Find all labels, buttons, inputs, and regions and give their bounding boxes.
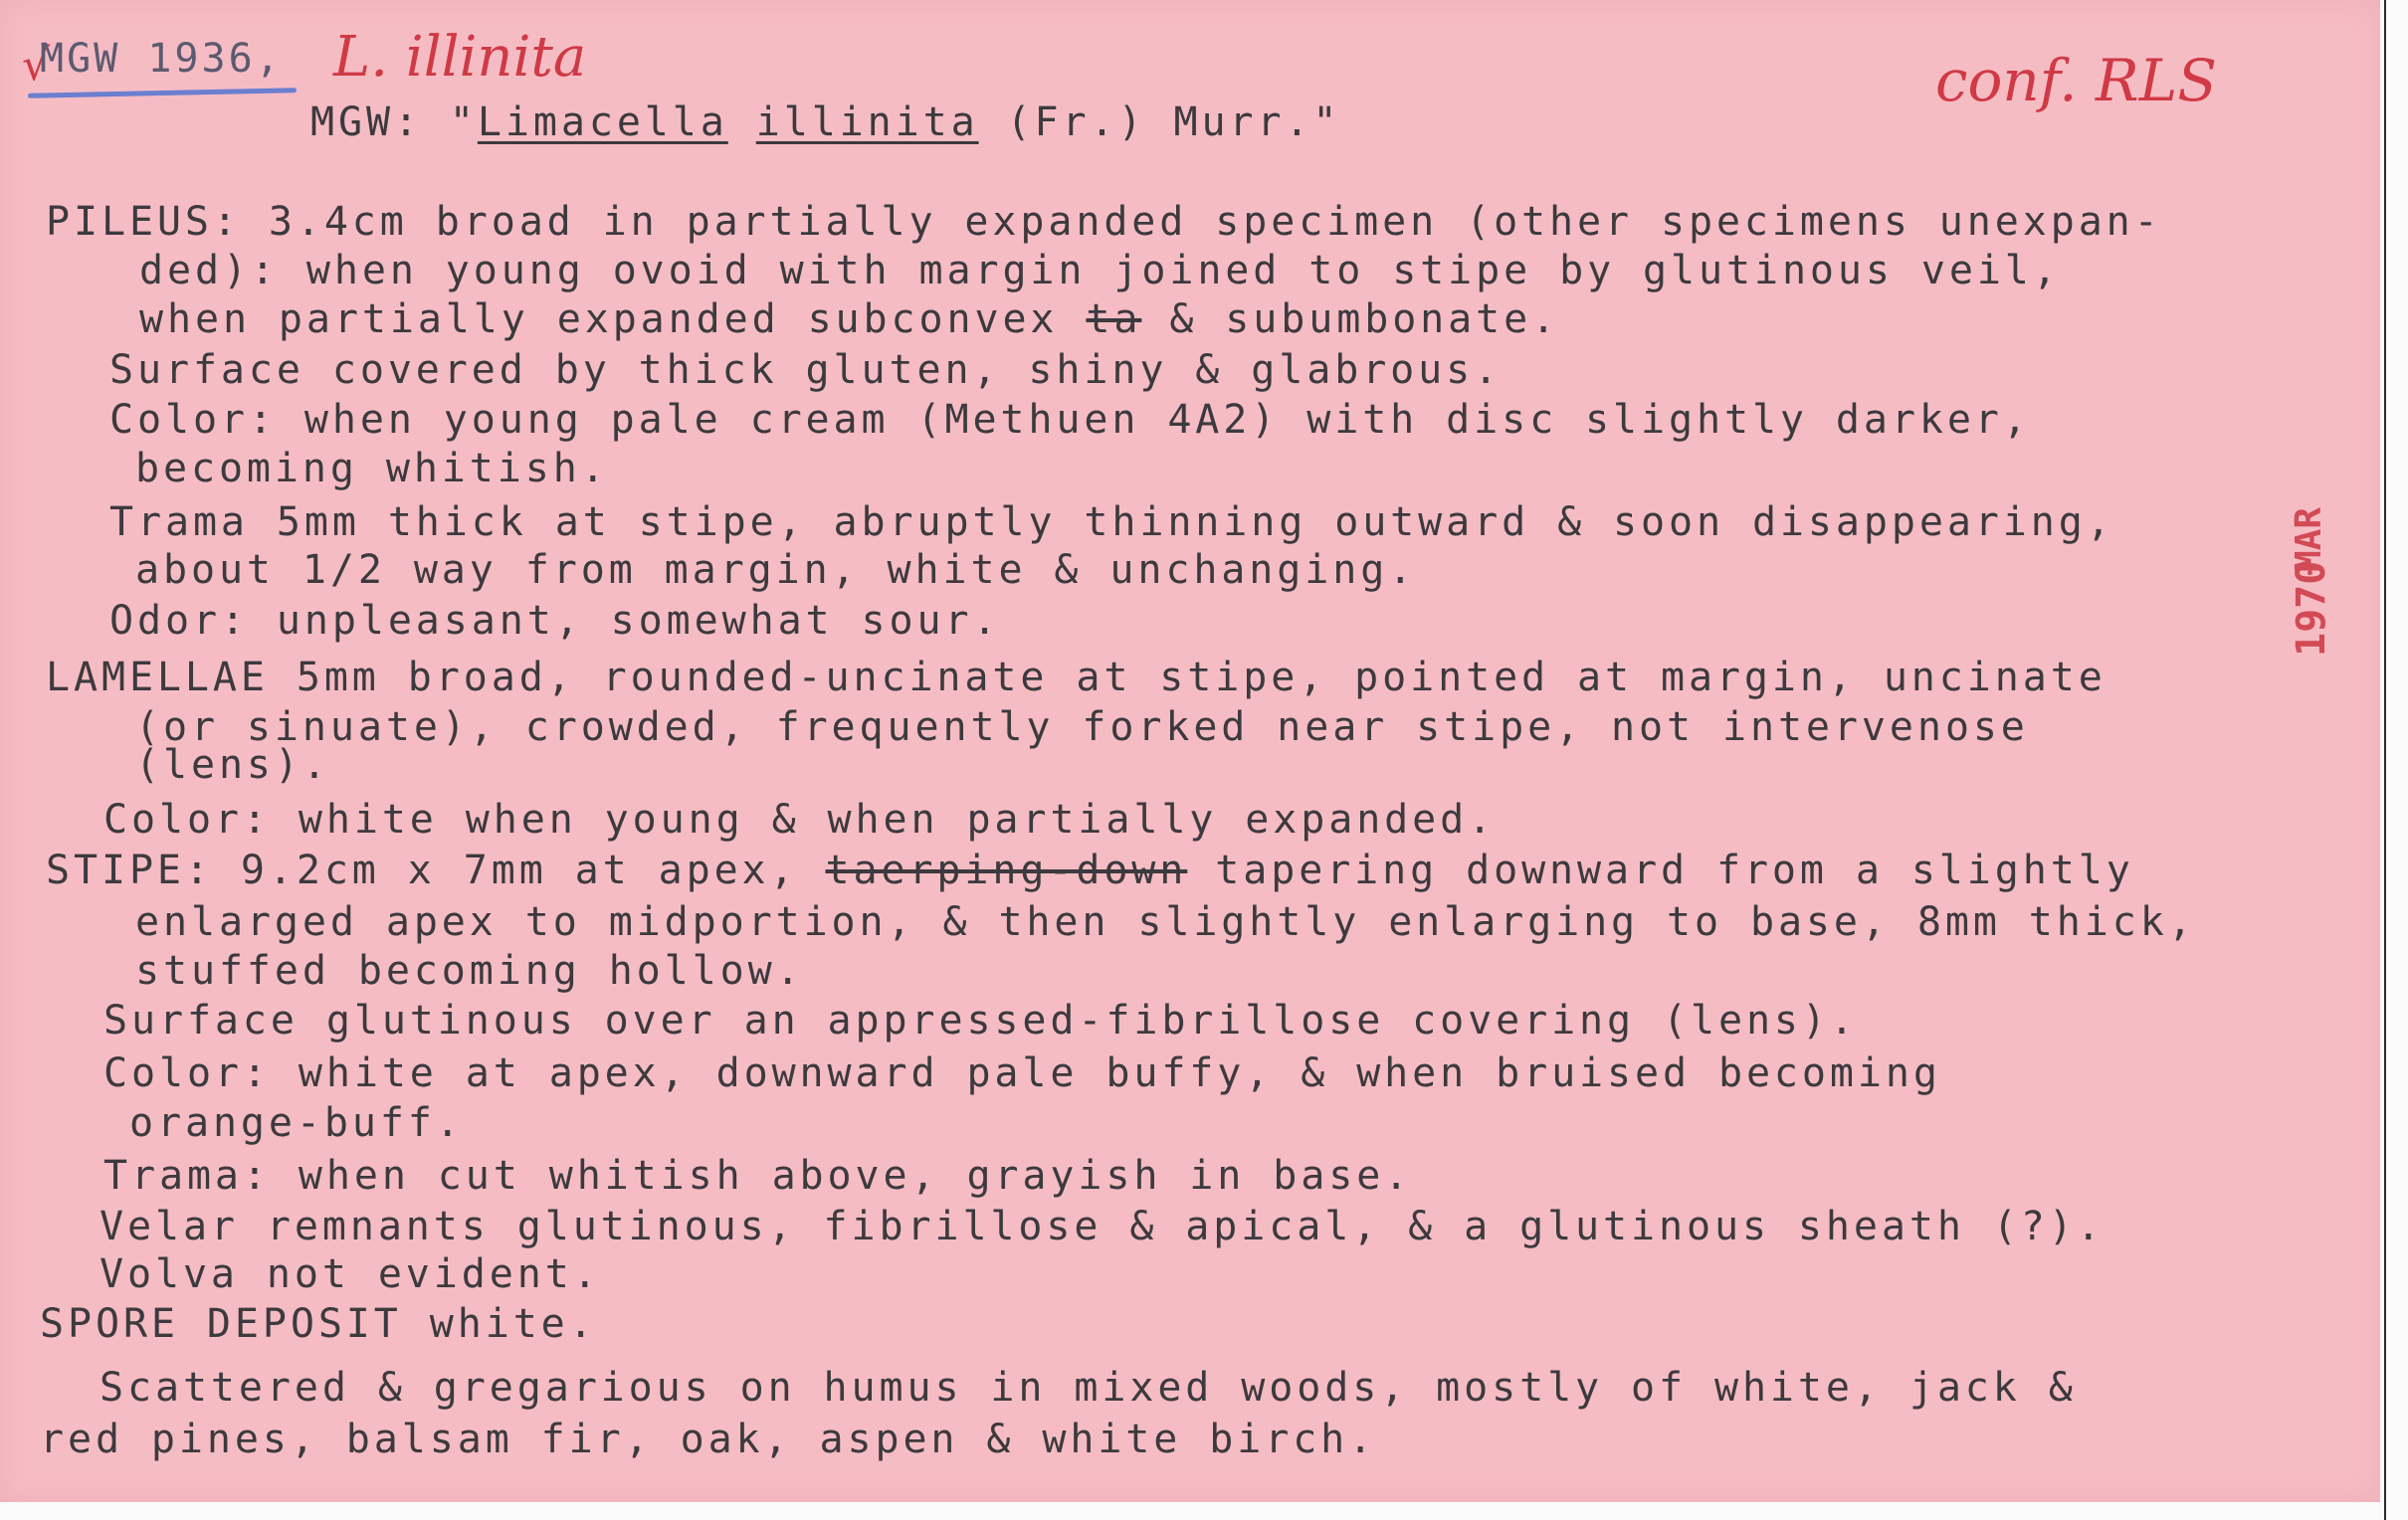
date-stamp: [2279, 279, 2348, 657]
title-species: illinita: [755, 99, 979, 145]
text-line: SPORE DEPOSIT white.: [40, 1301, 597, 1347]
text-line: PILEUS: 3.4cm broad in partially expanded specimen (other specimens unexpan-: [46, 199, 2162, 245]
check-mark: √: [22, 40, 51, 91]
text-line: Trama: when cut whitish above, grayish in base.: [103, 1153, 1413, 1199]
text-line: Trama 5mm thick at stipe, abruptly thinning outward & soon disappearing,: [109, 499, 2114, 545]
title-suffix: (Fr.) Murr.": [978, 99, 1341, 145]
text-fragment: when partially expanded subconvex: [139, 296, 1087, 342]
stamp-month: MAR: [2289, 506, 2329, 572]
text-line: red pines, balsam fir, oak, aspen & white birch.: [40, 1417, 1377, 1462]
text-line: Surface glutinous over an appressed-fibrillose covering (lens).: [103, 998, 1858, 1044]
text-line: about 1/2 way from margin, white & unchanging.: [135, 547, 1417, 593]
text-line: ded): when young ovoid with margin joined to stipe by glutinous veil,: [139, 248, 2061, 293]
handwritten-confirmation: conf. RLS: [1935, 47, 2217, 114]
struck-text: taerping-down: [825, 848, 1188, 893]
text-line: Scattered & gregarious on humus in mixed woods, mostly of white, jack &: [100, 1365, 2077, 1411]
text-line: becoming whitish.: [135, 446, 609, 491]
text-line: Color: white when young & when partially expanded.: [103, 797, 1497, 843]
card-right-edge: [2380, 0, 2408, 1520]
handwritten-species-name: L. illinita: [333, 25, 587, 90]
text-line: orange-buff.: [129, 1100, 464, 1146]
text-line: (or sinuate), crowded, frequently forked near stipe, not intervenose: [135, 704, 2029, 750]
text-fragment: STIPE: 9.2cm x 7mm at apex,: [46, 848, 826, 893]
text-line: Velar remnants glutinous, fibrillose & apical, & a glutinous sheath (?).: [100, 1204, 2105, 1249]
card-bottom-edge: [0, 1502, 2380, 1520]
text-line: Volva not evident.: [100, 1251, 601, 1297]
text-line: Odor: unpleasant, somewhat sour.: [109, 598, 1001, 644]
text-line: stuffed becoming hollow.: [135, 948, 804, 994]
text-line: [46, 848, 2134, 893]
title-genus: Limacella: [477, 99, 728, 145]
collection-number: MGW 1936,: [40, 36, 283, 82]
text-line: Surface covered by thick gluten, shiny & glabrous.: [109, 347, 1503, 393]
text-line: [139, 296, 1560, 342]
stamp-year: 1970: [2289, 560, 2334, 657]
text-line: (lens).: [135, 742, 330, 788]
specimen-title: [310, 99, 1341, 145]
text-line: LAMELLAE 5mm broad, rounded-uncinate at stipe, pointed at margin, uncinate: [46, 655, 2107, 700]
text-line: Color: white at apex, downward pale buffy, & when bruised becoming: [103, 1050, 1941, 1096]
struck-text: ta: [1086, 296, 1142, 342]
text-line: enlarged apex to midportion, & then slightly enlarging to base, 8mm thick,: [135, 899, 2196, 945]
title-prefix: MGW: ": [310, 99, 478, 145]
text-line: Color: when young pale cream (Methuen 4A2) with disc slightly darker,: [109, 397, 2031, 443]
text-fragment: tapering downward from a slightly: [1187, 848, 2134, 893]
text-fragment: & subumbonate.: [1141, 296, 1560, 342]
